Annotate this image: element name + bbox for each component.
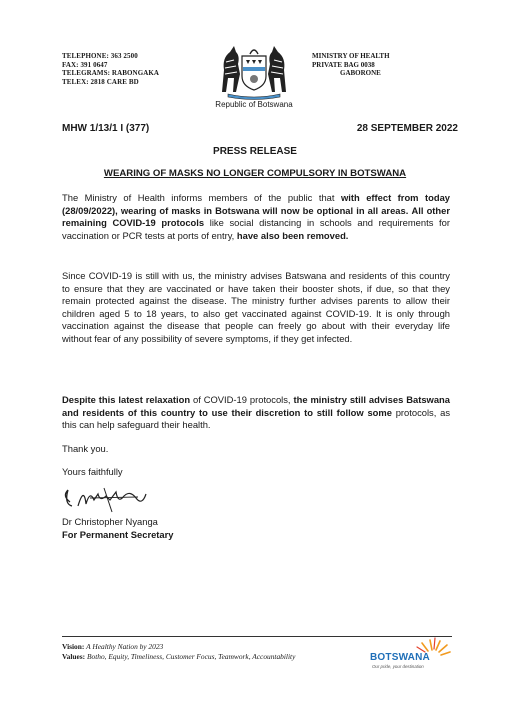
signer-title: For Permanent Secretary (62, 528, 174, 540)
letterhead-fax: FAX: 391 0647 (62, 60, 108, 69)
p3-text-b: of COVID-19 protocols, (190, 394, 294, 405)
p3-text-d: protocols, as this can help safeguard their health. (62, 406, 451, 431)
reference-number: MHW 1/13/1 I (377) (62, 123, 150, 134)
headline: WEARING OF MASKS NO LONGER COMPULSORY IN BOTSWANA (103, 168, 407, 179)
paragraph-announcement (62, 192, 450, 242)
press-release-label: PRESS RELEASE (213, 146, 297, 157)
release-date: 28 SEPTEMBER 2022 (356, 123, 458, 134)
closing-line: Yours faithfully (62, 466, 123, 477)
vision-value: A Healthy Nation by 2023 (86, 642, 164, 651)
signer-name: Dr Christopher Nyanga (62, 516, 158, 527)
reference-row (62, 123, 458, 134)
values-value: Botho, Equity, Timeliness, Customer Focus, Teamwork, Accountability (87, 652, 296, 661)
letterhead-bag: PRIVATE BAG 0038 (312, 60, 375, 69)
letterhead-city: GABORONE (340, 69, 381, 78)
signature-icon (60, 482, 180, 516)
letterhead-telegrams: TELEGRAMS: RABONGAKA (62, 69, 160, 78)
footer-values (62, 652, 295, 662)
signer-block (62, 516, 174, 541)
letterhead-contacts (62, 52, 159, 86)
p1-text-a: The Ministry of Health informs members of the public that (62, 192, 341, 203)
letterhead-telephone: TELEPHONE: 363 2500 (62, 52, 138, 60)
brand-wordmark: BOTSWANA (370, 652, 430, 663)
p3-bold-advises: the ministry still advises Batswana and residents of this country to use their discretion to still follow some (62, 394, 450, 418)
p1-text-e: like social distancing in schools and requirements for vaccination or PCR tests at ports of entry, (62, 217, 450, 241)
letterhead-telex: TELEX: 2818 CARE BD (62, 77, 139, 86)
thanks-line: Thank you. (62, 443, 109, 454)
p1-bold-effect: with effect from today (28/09/2022), wearing of masks in Botswana will now be optional in all areas. (62, 192, 451, 216)
letterhead-ministry: MINISTRY OF HEALTH (312, 52, 390, 60)
footer-vision-values (62, 642, 295, 662)
p1-bold-protocols: All other remaining COVID-19 protocols (62, 204, 451, 229)
p3-bold-relaxation: Despite this latest relaxation (62, 394, 191, 405)
paragraph-vaccination: Since COVID-19 is still with us, the ministry advises Batswana and residents of this country to ensure that they are vaccinated or have taken their booster shots, if due, so that they remain protected against the disease. The ministry further advises parents to allow their children aged 5 to 18 years, to also get vaccinated against COVID-19. It is only through vaccination against the disease that people can freely go about with their everyday life without fear of any possibility of severe symptoms, if they get infected. (62, 270, 450, 344)
p1-bold-removed: have also been removed. (236, 229, 349, 241)
vision-label: Vision: (62, 642, 85, 651)
footer-vision (62, 642, 295, 652)
coat-of-arms-icon (214, 40, 294, 100)
paragraph-advice (62, 394, 450, 432)
brand-tagline: Our pride, your destination (372, 664, 424, 669)
letterhead-address (312, 52, 390, 78)
republic-caption: Republic of Botswana (215, 100, 293, 109)
values-label: Values: (62, 652, 86, 661)
